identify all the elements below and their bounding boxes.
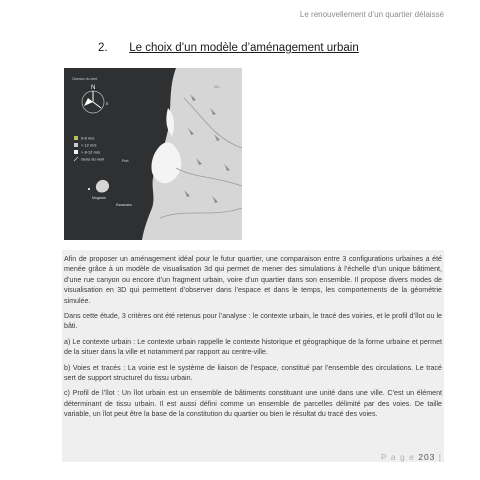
wind-map: [64, 68, 242, 240]
section-title: Le choix d’un modèle d’aménagement urbain: [129, 42, 359, 54]
section-heading: [98, 42, 359, 54]
body-paragraph: Dans cette étude, 3 critères ont été retenus pour l’analyse : le contexte urbain, le tracé des voiries, et le profil d’îlot ou le bâti.: [64, 312, 442, 331]
legend-label: > 8-12 m/s: [81, 149, 101, 155]
wind-map-figure: [64, 68, 242, 240]
body-paragraph: Afin de proposer un aménagement idéal pour le futur quartier, une comparaison entre 3 configurations urbaines a été menée grâce à un modèle de visualisation 3d qui permet de mener des simulations à l’échelle d’un unique bâtiment, d’une rue canyon ou encore d’un fragment urbain, voire d’un quartier dans son ensemble. Il propose divers modes de visualisation en 3D qui permettent d’observer dans l’espace et dans le temps, les comportements de la géométrie simulée.: [64, 255, 442, 305]
compass-label: Ciseaux du vent: [72, 77, 98, 81]
north-label: N: [91, 85, 96, 91]
body-text-panel: [62, 250, 444, 462]
page-label: P a g e: [381, 452, 415, 462]
legend-swatch: [74, 150, 78, 154]
legend-label: Sens du vent: [81, 156, 105, 162]
legend-label: > 12 m/s: [81, 142, 97, 148]
port-label: Port: [122, 159, 129, 163]
body-paragraph: a) Le contexte urbain : Le contexte urbain rappelle le contexte historique et géographique de la forme urbaine et permet de la situer dans la ville et notamment par rapport au centre-ville.: [64, 337, 442, 357]
islet: [88, 188, 90, 190]
page-footer: [381, 452, 442, 462]
page-separator: |: [438, 452, 442, 462]
running-header: Le renouvellement d’un quartier délaissé: [299, 10, 444, 19]
body-paragraph: c) Profil de l’îlot : Un îlot urbain est un ensemble de bâtiments constituant une unité dans une ville. C’est un élément déterminant de tissu urbain. Il est aussi défini comme un ensemble de parcelles délimité par des voies. De taille variable, un îlot peut être la base de la constitution du quartier ou bien le résultat du tracé des voies.: [64, 389, 442, 419]
legend-swatch: [74, 143, 78, 147]
body-paragraph: b) Voies et tracés : La voirie est le système de liaison de l’espace, constitué par l’ensemble des circulations. Le tracé sert de support structurel du tissu urbain.: [64, 363, 442, 383]
section-number: 2.: [98, 42, 108, 54]
island-label: Mogador: [92, 196, 106, 200]
legend-label: 0-8 m/s: [81, 135, 95, 141]
bottom-label: Essaouira: [116, 203, 132, 207]
east-label: E: [106, 102, 109, 106]
legend-swatch: [74, 136, 78, 140]
coast-label: Ma...: [214, 85, 222, 89]
page-number: 203: [418, 452, 436, 462]
